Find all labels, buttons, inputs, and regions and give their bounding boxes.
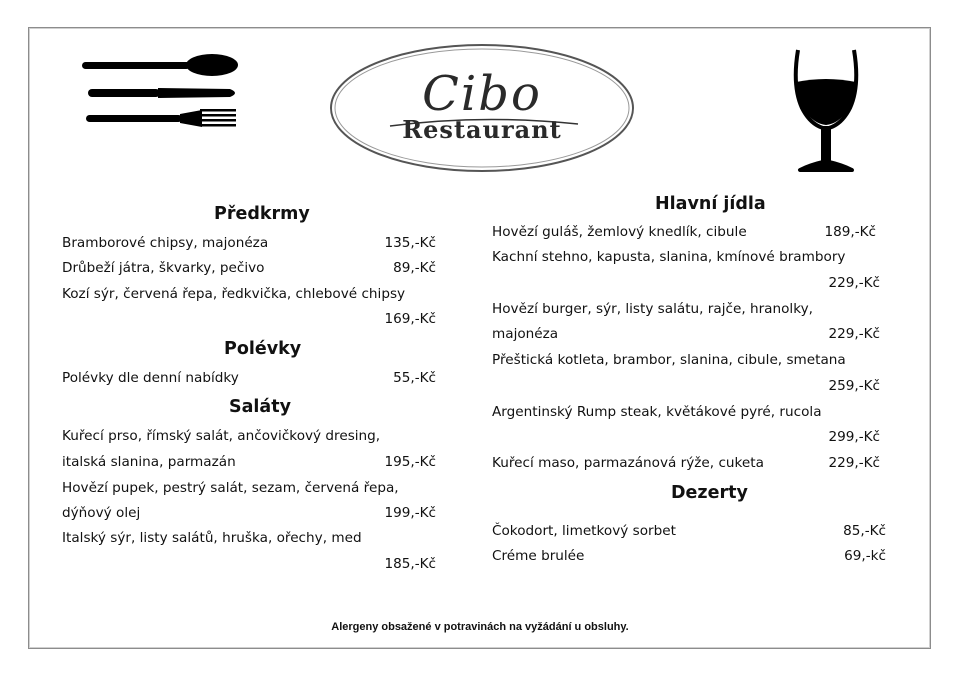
- allergen-note: Alergeny obsažené v potravinách na vyžádání u obsluhy.: [331, 621, 629, 633]
- menu-item-name: Bramborové chipsy, majonéza: [62, 235, 269, 251]
- menu-item-price: 169,-Kč: [384, 311, 436, 327]
- menu-item-name-cont: italská slanina, parmazán: [62, 454, 236, 470]
- menu-item-price: 69,-kč: [844, 548, 886, 564]
- menu-item-price: 85,-Kč: [843, 523, 886, 539]
- menu-item-name: Hovězí burger, sýr, listy salátu, rajče, hranolky,: [492, 301, 813, 317]
- cutlery-icon: [80, 48, 240, 130]
- menu-item-price: 229,-Kč: [828, 326, 880, 342]
- menu-item-price: 199,-Kč: [384, 505, 436, 521]
- wine-glass-icon: [790, 46, 862, 174]
- menu-item-name: Kuřecí prso, římský salát, ančovičkový dresing,: [62, 428, 381, 444]
- menu-item-name: Polévky dle denní nabídky: [62, 370, 239, 386]
- menu-item-price: 189,-Kč: [824, 224, 876, 240]
- menu-item-price: 55,-Kč: [393, 370, 436, 386]
- menu-item-price: 259,-Kč: [828, 378, 880, 394]
- menu-item-name: Kozí sýr, červená řepa, ředkvička, chlebové chipsy: [62, 286, 406, 302]
- menu-item-name: Drůbeží játra, škvarky, pečivo: [62, 260, 265, 276]
- menu-item-name: Hovězí pupek, pestrý salát, sezam, červená řepa,: [62, 480, 399, 496]
- section-title-polevky: Polévky: [224, 339, 302, 359]
- section-title-predkrmy: Předkrmy: [214, 204, 310, 224]
- logo-word-text: Restaurant: [402, 115, 562, 144]
- menu-item-name-cont: majonéza: [492, 326, 559, 342]
- section-title-dezerty: Dezerty: [671, 483, 748, 503]
- menu-item-price: 89,-Kč: [393, 260, 436, 276]
- menu-item-price: 229,-Kč: [828, 275, 880, 291]
- menu-item-name: Argentinský Rump steak, květákové pyré, rucola: [492, 404, 822, 420]
- section-title-salaty: Saláty: [229, 397, 291, 417]
- menu-item-name: Čokodort, limetkový sorbet: [492, 523, 676, 539]
- menu-item-price: 185,-Kč: [384, 556, 436, 572]
- menu-item-name-cont: dýňový olej: [62, 505, 141, 521]
- menu-item-name: Italský sýr, listy salátů, hruška, ořechy, med: [62, 530, 362, 546]
- menu-item-name: Přeštická kotleta, brambor, slanina, cibule, smetana: [492, 352, 846, 368]
- menu-item-price: 135,-Kč: [384, 235, 436, 251]
- logo-script-text: Cibo: [422, 66, 542, 122]
- menu-item-name: Kachní stehno, kapusta, slanina, kmínové brambory: [492, 249, 846, 265]
- menu-item-name: Kuřecí maso, parmazánová rýže, cuketa: [492, 455, 764, 471]
- menu-item-name: Hovězí guláš, žemlový knedlík, cibule: [492, 224, 747, 240]
- restaurant-logo: [328, 42, 636, 174]
- section-title-hlavni-jidla: Hlavní jídla: [655, 194, 766, 214]
- menu-item-price: 229,-Kč: [828, 455, 880, 471]
- menu-item-name: Créme brulée: [492, 548, 585, 564]
- menu-item-price: 195,-Kč: [384, 454, 436, 470]
- menu-item-price: 299,-Kč: [828, 429, 880, 445]
